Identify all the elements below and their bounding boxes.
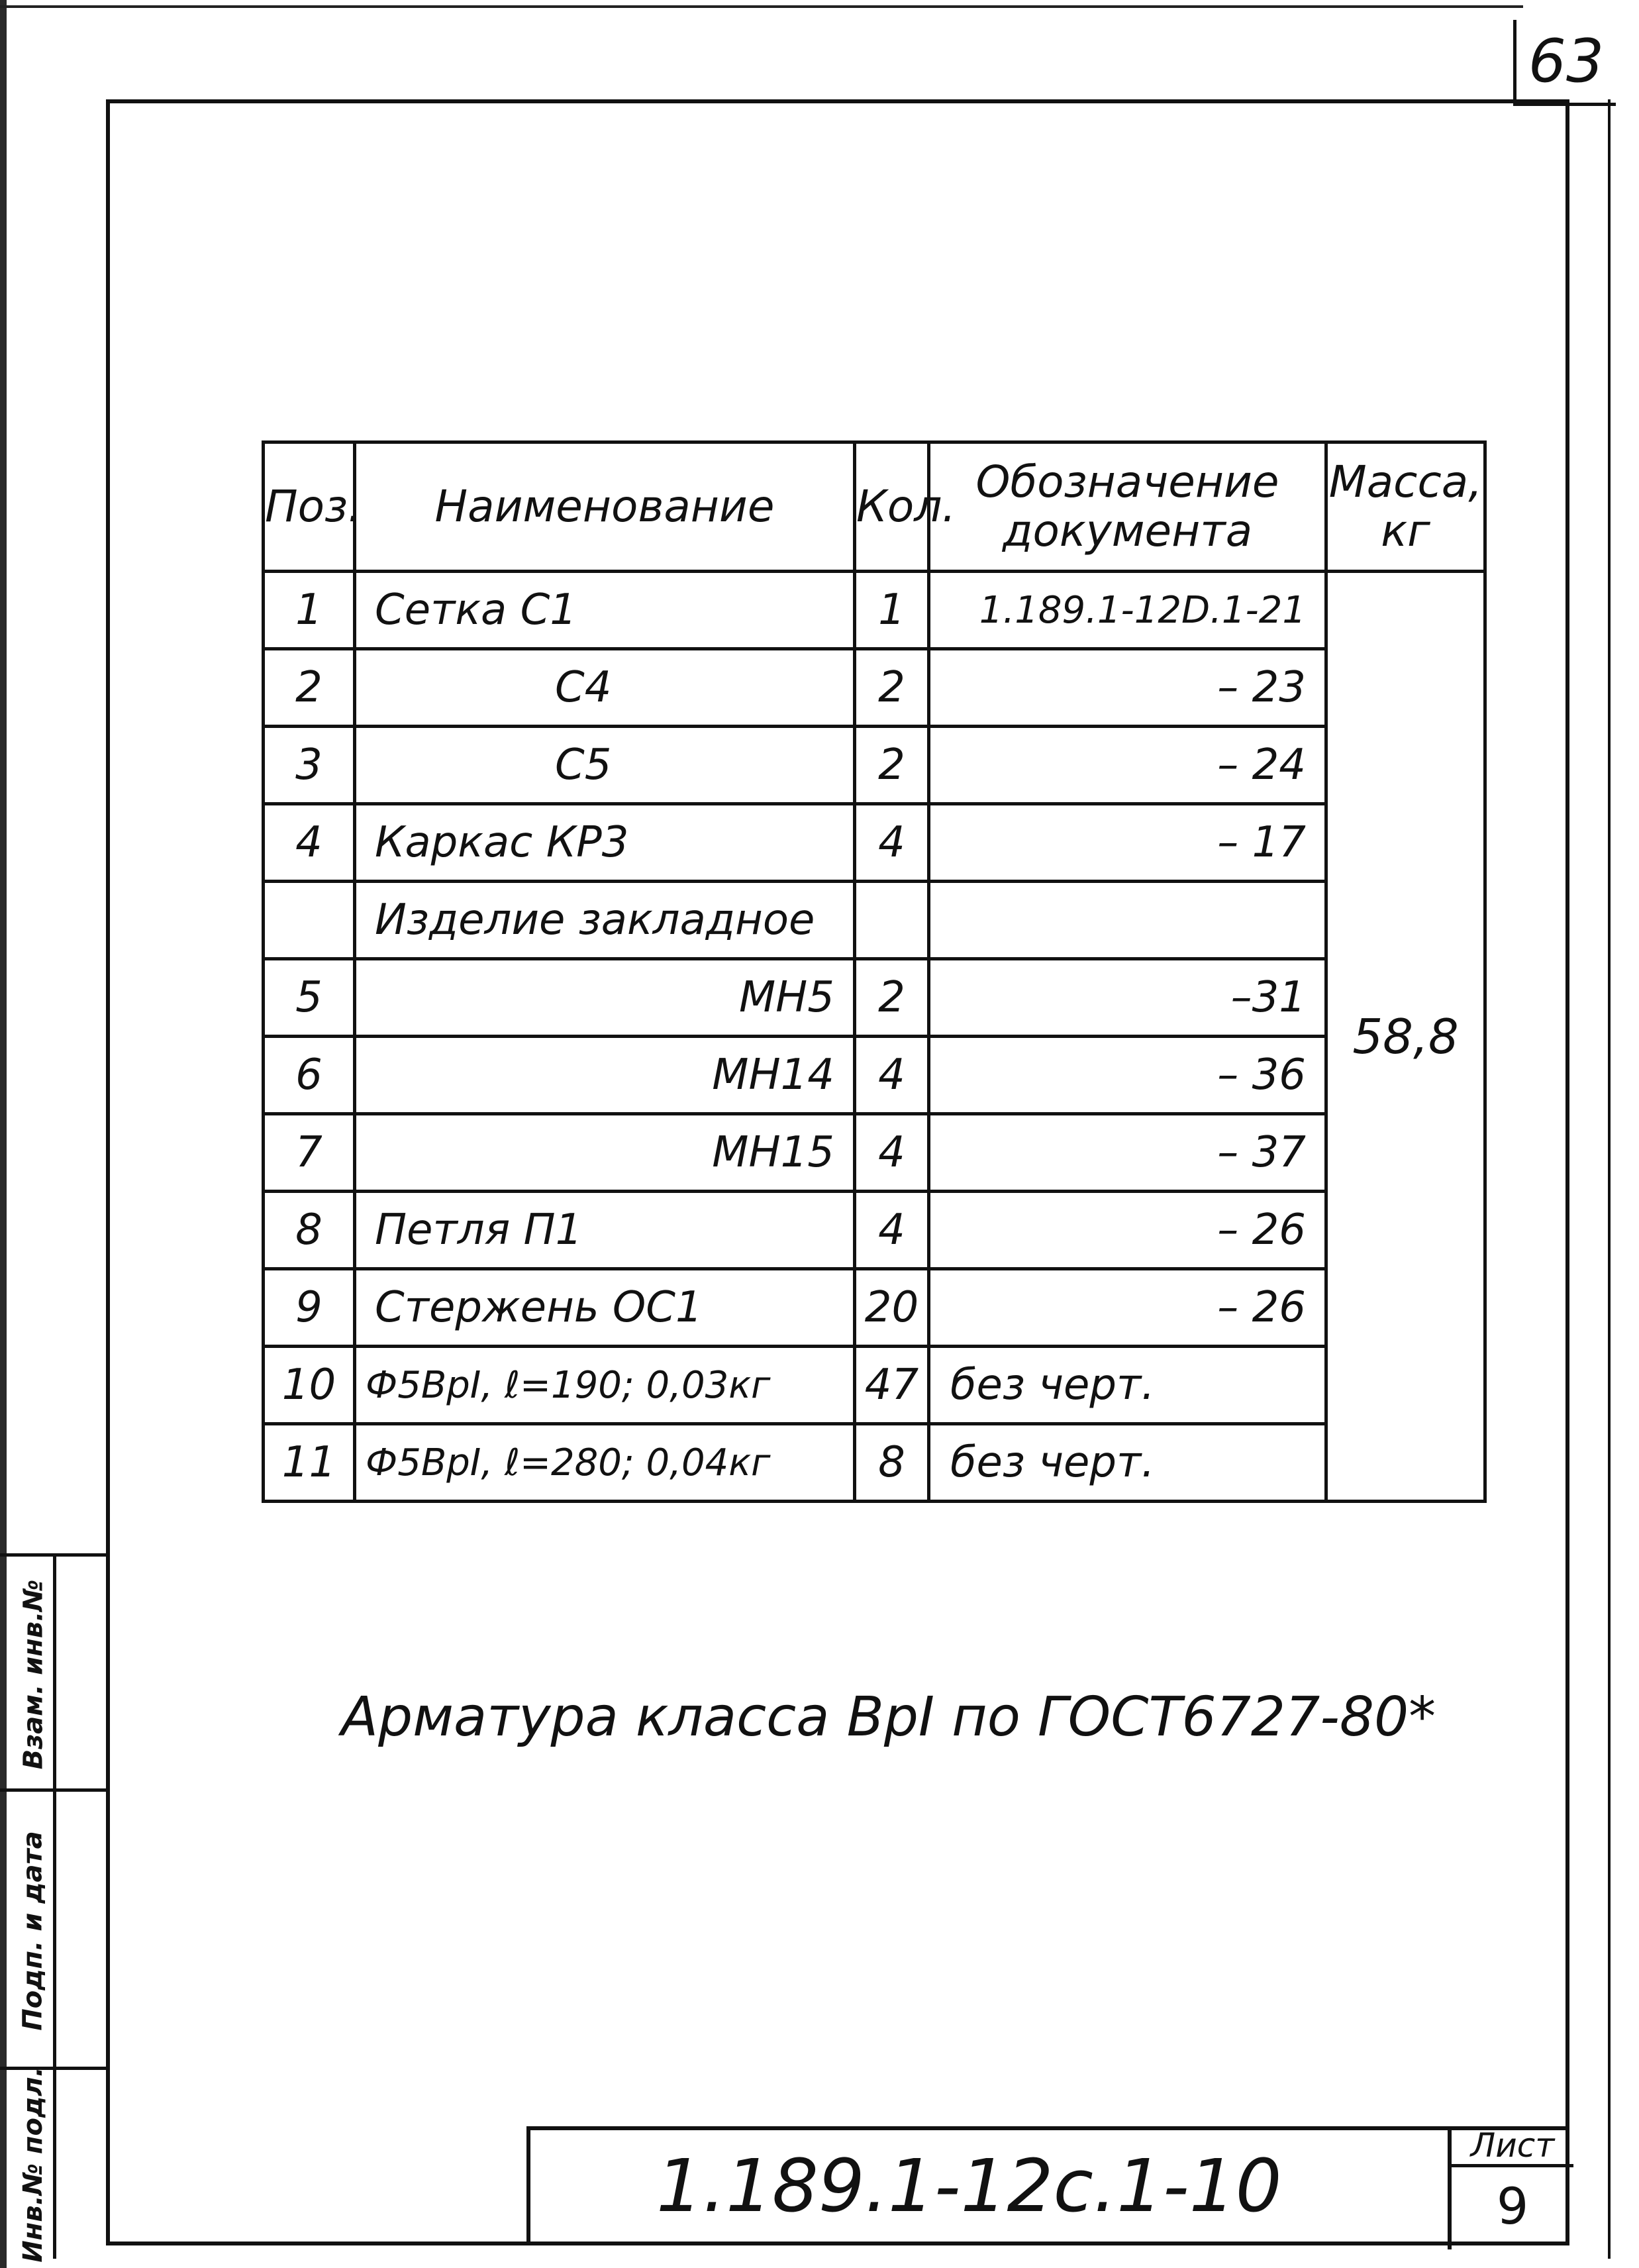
table-row xyxy=(264,804,1485,882)
row-name: С4 xyxy=(355,649,855,727)
row-qty: 47 xyxy=(855,1347,929,1424)
row-qty: 4 xyxy=(855,1192,929,1269)
specification-table xyxy=(262,440,1487,1503)
row-pos xyxy=(264,882,355,959)
table-row xyxy=(264,1424,1485,1502)
row-pos: 7 xyxy=(264,1114,355,1192)
right-margin-line xyxy=(1608,99,1611,2259)
row-qty: 8 xyxy=(855,1424,929,1502)
row-name: Петля П1 xyxy=(355,1192,855,1269)
row-doc: –31 xyxy=(929,959,1326,1037)
sheet-box xyxy=(1448,2126,1573,2249)
header-doc-line1: Обозначение xyxy=(975,456,1279,507)
header-doc xyxy=(929,442,1326,572)
sheet-number: 9 xyxy=(1496,2177,1529,2236)
table-row xyxy=(264,727,1485,804)
row-doc: – 36 xyxy=(929,1037,1326,1114)
table-row xyxy=(264,1037,1485,1114)
header-pos: Поз. xyxy=(264,442,355,572)
table-header-row xyxy=(264,442,1485,572)
table-row xyxy=(264,882,1485,959)
row-qty: 4 xyxy=(855,804,929,882)
row-doc: – 23 xyxy=(929,649,1326,727)
row-qty: 1 xyxy=(855,572,929,649)
table-row xyxy=(264,959,1485,1037)
table-row xyxy=(264,1192,1485,1269)
page-number-box xyxy=(1513,20,1616,106)
table-row xyxy=(264,649,1485,727)
row-doc: – 26 xyxy=(929,1192,1326,1269)
stamp-label-vzam xyxy=(13,1557,53,1792)
row-pos: 6 xyxy=(264,1037,355,1114)
table-row xyxy=(264,1347,1485,1424)
row-name: МН14 xyxy=(355,1037,855,1114)
row-name: МН5 xyxy=(355,959,855,1037)
stamp-label-podp xyxy=(13,1792,53,2070)
row-name: Стержень ОС1 xyxy=(355,1269,855,1347)
document-designation: 1.189.1-12с.1-10 xyxy=(656,2143,1282,2228)
stamp-label-inv xyxy=(13,2066,53,2263)
header-qty: Кол. xyxy=(855,442,929,572)
row-name: Сетка С1 xyxy=(355,572,855,649)
row-doc xyxy=(929,882,1326,959)
podp-data-label: Подп. и дата xyxy=(18,1831,49,2031)
row-qty: 2 xyxy=(855,649,929,727)
table-row xyxy=(264,572,1485,649)
header-mass-line1: Масса, xyxy=(1328,456,1483,507)
vzam-inv-label: Взам. инв.№ xyxy=(18,1579,48,1769)
reinforcement-note: Арматура класса ВрI по ГОСТ6727-80* xyxy=(341,1686,1436,1749)
row-name: С5 xyxy=(355,727,855,804)
table-row xyxy=(264,1269,1485,1347)
row-name: Каркас КР3 xyxy=(355,804,855,882)
top-rule xyxy=(0,5,1523,8)
row-doc: – 17 xyxy=(929,804,1326,882)
table-row xyxy=(264,1114,1485,1192)
row-qty: 4 xyxy=(855,1114,929,1192)
row-pos: 1 xyxy=(264,572,355,649)
header-name: Наименование xyxy=(355,442,855,572)
inv-podl-label: Инв.№ подл. xyxy=(18,2066,48,2263)
row-pos: 2 xyxy=(264,649,355,727)
sheet-label: Лист xyxy=(1452,2126,1573,2167)
row-pos: 3 xyxy=(264,727,355,804)
header-mass xyxy=(1326,442,1485,572)
row-pos: 8 xyxy=(264,1192,355,1269)
row-name: Изделие закладное xyxy=(355,882,855,959)
row-pos: 9 xyxy=(264,1269,355,1347)
row-pos: 4 xyxy=(264,804,355,882)
row-qty: 2 xyxy=(855,727,929,804)
page-number: 63 xyxy=(1528,26,1605,96)
row-pos: 10 xyxy=(264,1347,355,1424)
header-doc-line2: документа xyxy=(1002,505,1253,556)
row-doc: – 37 xyxy=(929,1114,1326,1192)
row-pos: 11 xyxy=(264,1424,355,1502)
stamp-strip xyxy=(0,1553,106,2263)
row-pos: 5 xyxy=(264,959,355,1037)
row-qty xyxy=(855,882,929,959)
row-name: Ф5ВрI, ℓ=280; 0,04кг xyxy=(355,1424,855,1502)
row-name: Ф5ВрI, ℓ=190; 0,03кг xyxy=(355,1347,855,1424)
mass-total: 58,8 xyxy=(1326,572,1485,1502)
row-doc: – 26 xyxy=(929,1269,1326,1347)
row-doc: без черт. xyxy=(929,1424,1326,1502)
row-qty: 4 xyxy=(855,1037,929,1114)
row-doc: 1.189.1-12D.1-21 xyxy=(929,572,1326,649)
row-doc: без черт. xyxy=(929,1347,1326,1424)
row-qty: 2 xyxy=(855,959,929,1037)
row-qty: 20 xyxy=(855,1269,929,1347)
header-mass-line2: кг xyxy=(1381,505,1430,556)
row-name: МН15 xyxy=(355,1114,855,1192)
title-block xyxy=(526,2126,1569,2245)
row-doc: – 24 xyxy=(929,727,1326,804)
